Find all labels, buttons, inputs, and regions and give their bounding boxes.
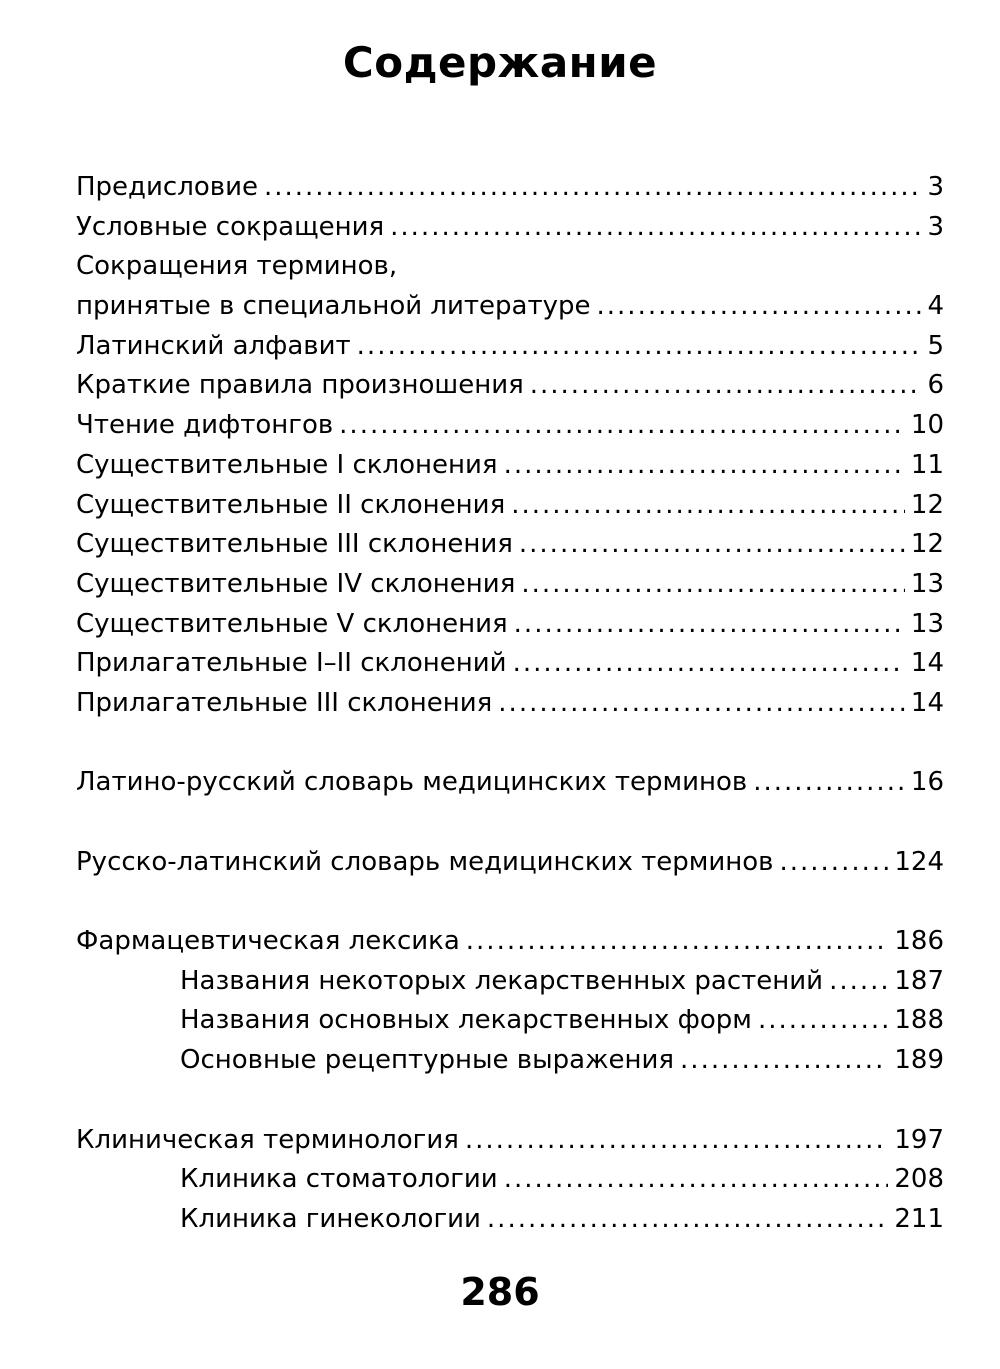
toc-entry-label: Существительные I склонения <box>76 449 498 480</box>
dot-leader <box>498 684 905 724</box>
toc-entry-label: Клиническая терминология <box>76 1124 459 1155</box>
toc-entry-page: 13 <box>910 568 944 599</box>
toc-entry-page: 6 <box>927 370 944 401</box>
toc-entry-label: Существительные II склонения <box>76 489 506 520</box>
toc-entry-page: 12 <box>910 489 944 520</box>
toc-entry <box>76 922 944 962</box>
toc-entry-label: Существительные IV склонения <box>76 568 516 599</box>
dot-leader <box>487 1200 888 1240</box>
toc-entry-label: Основные рецептурные выражения <box>180 1045 675 1076</box>
toc-entry-page: 5 <box>927 330 944 361</box>
dot-leader <box>465 1121 889 1161</box>
toc-entry-label: Латинский алфавит <box>76 330 351 361</box>
toc-entry <box>76 168 944 208</box>
toc-subentry <box>76 1200 944 1240</box>
toc-entry-page: 186 <box>894 926 944 957</box>
toc-entry-label: Условные сокращения <box>76 211 385 242</box>
toc-entry-page: 187 <box>894 965 944 996</box>
toc-entry-label: Клиника стоматологии <box>180 1164 498 1195</box>
toc-entry-label: принятые в специальной литературе <box>76 291 591 322</box>
toc-entry-page: 16 <box>910 767 944 798</box>
toc-subentry <box>76 1001 944 1041</box>
toc-entry-page: 189 <box>894 1045 944 1076</box>
dot-leader <box>504 1160 889 1200</box>
toc-entry <box>76 605 944 645</box>
toc-entry-page: 124 <box>894 846 944 877</box>
toc-entry-label: Клиника гинекологии <box>180 1203 481 1234</box>
toc-entry-label: Существительные V склонения <box>76 608 508 639</box>
toc-entry-label: Фармацевтическая лексика <box>76 926 460 957</box>
toc-entry-page: 13 <box>910 608 944 639</box>
toc-entry <box>76 366 944 406</box>
toc-entry-page: 197 <box>894 1124 944 1155</box>
toc-entry-page: 3 <box>927 211 944 242</box>
toc-entry <box>76 486 944 526</box>
section-gap <box>76 1081 944 1121</box>
dot-leader <box>390 208 921 248</box>
toc-subentry <box>76 1041 944 1081</box>
toc-entry-label: Чтение дифтонгов <box>76 410 334 441</box>
dot-leader <box>519 525 905 565</box>
toc-entry-label: Краткие правила произношения <box>76 370 524 401</box>
table-of-contents <box>76 168 944 1240</box>
toc-entry <box>76 763 944 803</box>
toc-entry-page: 10 <box>910 410 944 441</box>
toc-entry-label: Существительные III склонения <box>76 529 513 560</box>
toc-entry <box>76 644 944 684</box>
dot-leader <box>779 843 888 883</box>
toc-entry-label: Прилагательные I–II склонений <box>76 648 507 679</box>
dot-leader <box>514 605 905 645</box>
toc-entry <box>76 565 944 605</box>
toc-entry-page: 208 <box>894 1164 944 1195</box>
toc-subentry <box>76 962 944 1002</box>
dot-leader <box>504 446 905 486</box>
toc-entry-page: 188 <box>894 1005 944 1036</box>
toc-entry <box>76 684 944 724</box>
toc-entry-page: 11 <box>910 449 944 480</box>
section-gap <box>76 803 944 843</box>
dot-leader <box>680 1041 888 1081</box>
dot-leader <box>513 644 905 684</box>
toc-entry-label: Прилагательные III склонения <box>76 687 493 718</box>
toc-entry-label: Названия основных лекарственных форм <box>180 1005 752 1036</box>
toc-entry-page: 4 <box>927 291 944 322</box>
toc-entry-page: 12 <box>910 529 944 560</box>
toc-entry-label: Латино-русский словарь медицинских терминов <box>76 767 748 798</box>
section-gap <box>76 882 944 922</box>
dot-leader <box>339 406 905 446</box>
toc-entry <box>76 525 944 565</box>
toc-entry <box>76 843 944 883</box>
toc-entry-label: Сокращения терминов, <box>76 251 398 282</box>
dot-leader <box>829 962 888 1002</box>
dot-leader <box>530 366 922 406</box>
toc-subentry <box>76 1160 944 1200</box>
toc-entry-label: Русско-латинский словарь медицинских терминов <box>76 846 774 877</box>
toc-entry-page: 211 <box>894 1203 944 1234</box>
toc-entry <box>76 247 944 287</box>
page-title: Содержание <box>342 38 658 87</box>
toc-entry-page: 3 <box>927 172 944 202</box>
toc-entry-label: Предисловие <box>76 172 258 202</box>
dot-leader <box>753 763 905 803</box>
dot-leader <box>511 486 905 526</box>
toc-entry <box>76 446 944 486</box>
dot-leader <box>357 327 922 367</box>
page-number: 286 <box>460 1270 540 1314</box>
toc-entry <box>76 406 944 446</box>
toc-entry <box>76 208 944 248</box>
toc-entry <box>76 1121 944 1161</box>
dot-leader <box>521 565 905 605</box>
toc-entry <box>76 327 944 367</box>
section-gap <box>76 724 944 764</box>
dot-leader <box>264 168 921 208</box>
toc-entry <box>76 287 944 327</box>
toc-entry-page: 14 <box>910 648 944 679</box>
toc-entry-label: Названия некоторых лекарственных растений <box>180 965 824 996</box>
dot-leader <box>597 287 922 327</box>
toc-entry-page: 14 <box>910 687 944 718</box>
dot-leader <box>758 1001 888 1041</box>
dot-leader <box>466 922 889 962</box>
